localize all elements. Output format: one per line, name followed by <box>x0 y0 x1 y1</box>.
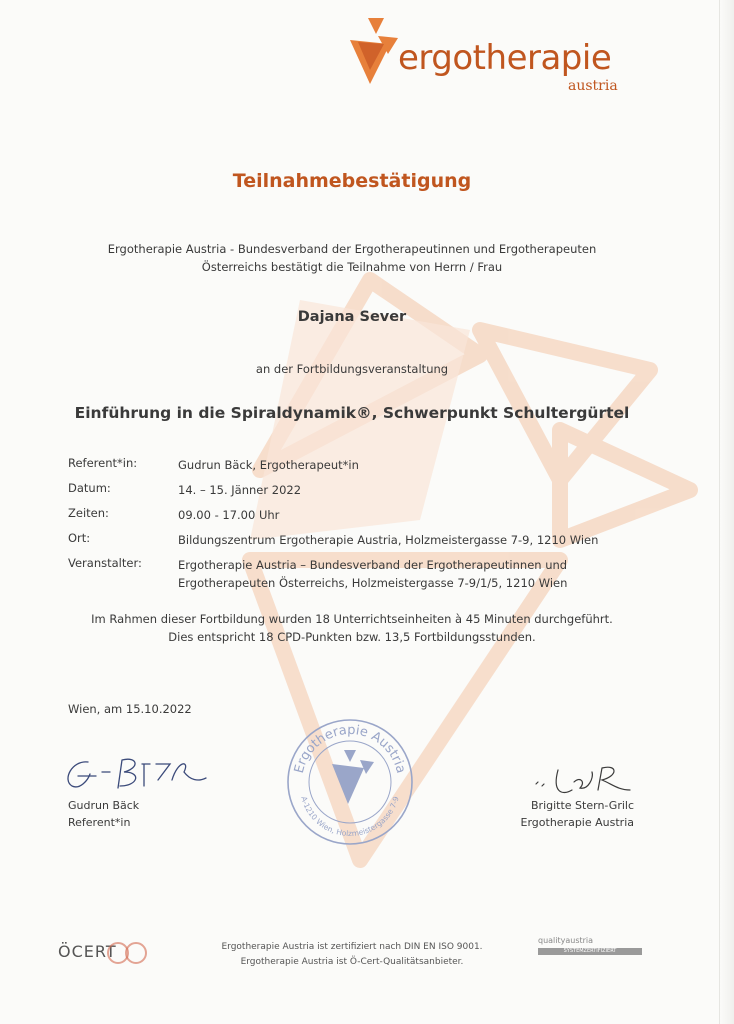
signer-left-role: Referent*in <box>68 816 131 829</box>
detail-value: 14. – 15. Jänner 2022 <box>178 483 302 497</box>
detail-value: Gudrun Bäck, Ergotherapeut*in <box>178 458 359 472</box>
brand-name: ergotherapie <box>398 38 612 78</box>
signer-right-name: Brigitte Stern-Grilc <box>531 799 634 812</box>
event-intro: an der Fortbildungsveranstaltung <box>255 362 449 376</box>
quality-austria-bar: SYSTEMZERTIFIZIERT <box>538 948 642 955</box>
detail-label: Veranstalter: <box>68 556 142 570</box>
detail-label: Zeiten: <box>68 506 109 520</box>
detail-label: Datum: <box>68 481 111 495</box>
signer-left-name: Gudrun Bäck <box>68 799 140 812</box>
intro-text <box>0 240 704 276</box>
detail-value: Bildungszentrum Ergotherapie Austria, Holzmeistergasse 7-9, 1210 Wien <box>178 533 599 547</box>
footer-line-2: Ergotherapie Austria ist Ö-Cert-Qualitätsanbieter. <box>240 957 464 967</box>
intro-line-2: Österreichs bestätigt die Teilnahme von Herrn / Frau <box>201 260 503 274</box>
quality-austria-badge <box>538 936 642 955</box>
detail-label: Referent*in: <box>68 456 138 470</box>
intro-line-1: Ergotherapie Austria - Bundesverband der Ergotherapeutinnen und Ergotherapeuten <box>107 242 597 256</box>
stamp-bottom-text: A-1210 Wien, Holzmeistergasse 7-9 <box>299 795 401 839</box>
info-line-2: Dies entspricht 18 CPD-Punkten bzw. 13,5 Fortbildungsstunden. <box>168 630 536 644</box>
page-title: Teilnahmebestätigung <box>232 170 472 192</box>
participant-name: Dajana Sever <box>297 309 407 325</box>
signature-left-icon <box>58 750 218 795</box>
quality-austria-label: qualityaustria <box>538 936 594 945</box>
info-text <box>0 610 704 646</box>
signature-right-icon <box>532 762 642 802</box>
detail-value-line-2: Ergotherapeuten Österreichs, Holzmeistergasse 7-9/1/5, 1210 Wien <box>178 576 568 590</box>
stamp-icon <box>280 712 420 852</box>
triangles-logo-icon <box>344 14 404 90</box>
signer-right-role: Ergotherapie Austria <box>520 816 634 829</box>
detail-value <box>178 556 638 592</box>
info-line-1: Im Rahmen dieser Fortbildung wurden 18 Unterrichtseinheiten à 45 Minuten durchgeführt. <box>91 612 613 626</box>
detail-label: Ort: <box>68 531 91 545</box>
detail-value-line-1: Ergotherapie Austria – Bundesverband der Ergotherapeutinnen und <box>178 558 568 572</box>
stamp-top-text: Ergotherapie Austria <box>291 722 409 775</box>
footer-line-1: Ergotherapie Austria ist zertifiziert nach DIN EN ISO 9001. <box>221 942 483 952</box>
place-date: Wien, am 15.10.2022 <box>68 702 192 716</box>
brand-subname: austria <box>568 78 618 94</box>
detail-value: 09.00 - 17.00 Uhr <box>178 508 280 522</box>
ocert-logo: ÖCERT <box>58 942 117 961</box>
course-title: Einführung in die Spiraldynamik®, Schwerpunkt Schultergürtel <box>74 404 630 422</box>
